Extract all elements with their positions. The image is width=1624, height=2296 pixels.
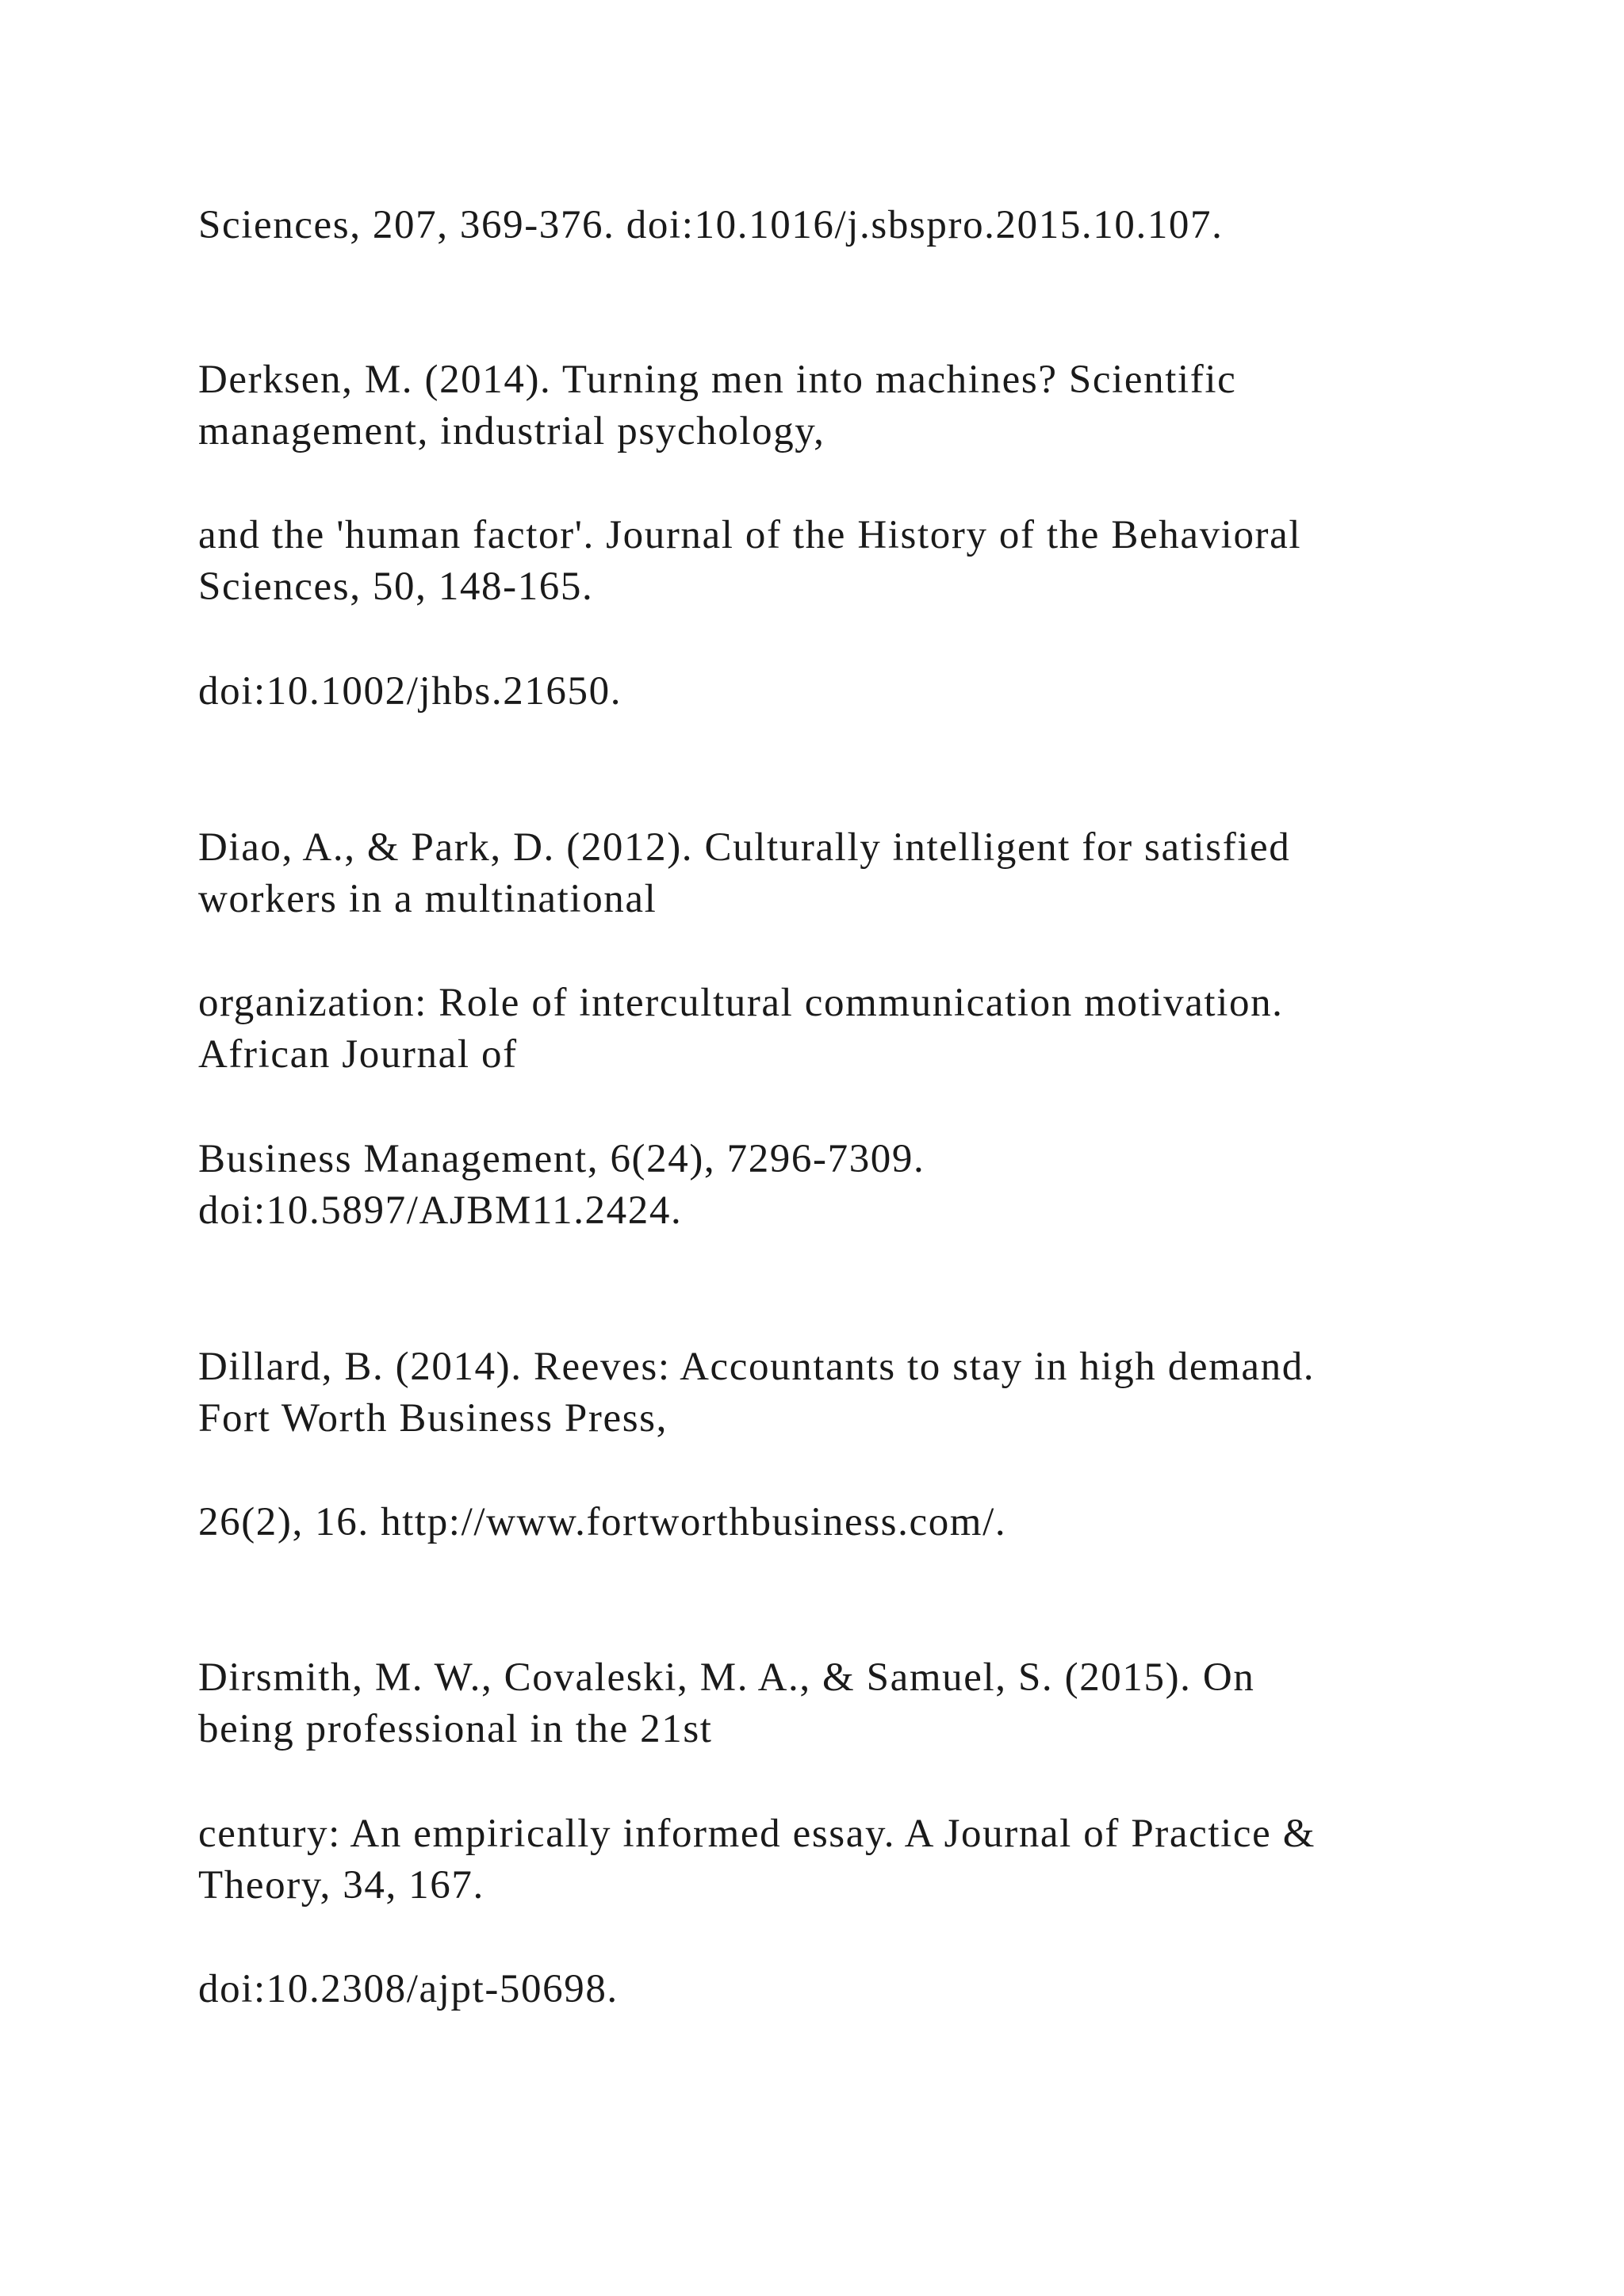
reference-line: doi:10.1002/jhbs.21650.	[198, 669, 622, 714]
reference-line: management, industrial psychology,	[198, 409, 825, 453]
reference-line: African Journal of	[198, 1032, 518, 1077]
reference-line: being professional in the 21st	[198, 1707, 713, 1751]
reference-line: Diao, A., & Park, D. (2012). Culturally intelligent for satisfied	[198, 825, 1291, 870]
reference-line: and the 'human factor'. Journal of the History of the Behavioral	[198, 513, 1302, 557]
reference-line: Dirsmith, M. W., Covaleski, M. A., & Samuel, S. (2015). On	[198, 1655, 1255, 1700]
reference-line: 26(2), 16. http://www.fortworthbusiness.com/.	[198, 1500, 1007, 1544]
reference-line: Dillard, B. (2014). Reeves: Accountants to stay in high demand.	[198, 1345, 1316, 1389]
reference-line: Derksen, M. (2014). Turning men into machines? Scientific	[198, 358, 1237, 402]
reference-line: Fort Worth Business Press,	[198, 1396, 668, 1441]
reference-line: Sciences, 50, 148-165.	[198, 564, 594, 609]
reference-line: Sciences, 207, 369-376. doi:10.1016/j.sbspro.2015.10.107.	[198, 203, 1224, 247]
reference-line: century: An empirically informed essay. A Journal of Practice &	[198, 1812, 1316, 1856]
reference-line: workers in a multinational	[198, 877, 657, 921]
reference-line: Business Management, 6(24), 7296-7309.	[198, 1137, 925, 1181]
reference-line: Theory, 34, 167.	[198, 1863, 485, 1908]
reference-line: organization: Role of intercultural communication motivation.	[198, 981, 1284, 1025]
reference-line: doi:10.2308/ajpt-50698.	[198, 1967, 619, 2011]
reference-line: doi:10.5897/AJBM11.2424.	[198, 1188, 683, 1233]
